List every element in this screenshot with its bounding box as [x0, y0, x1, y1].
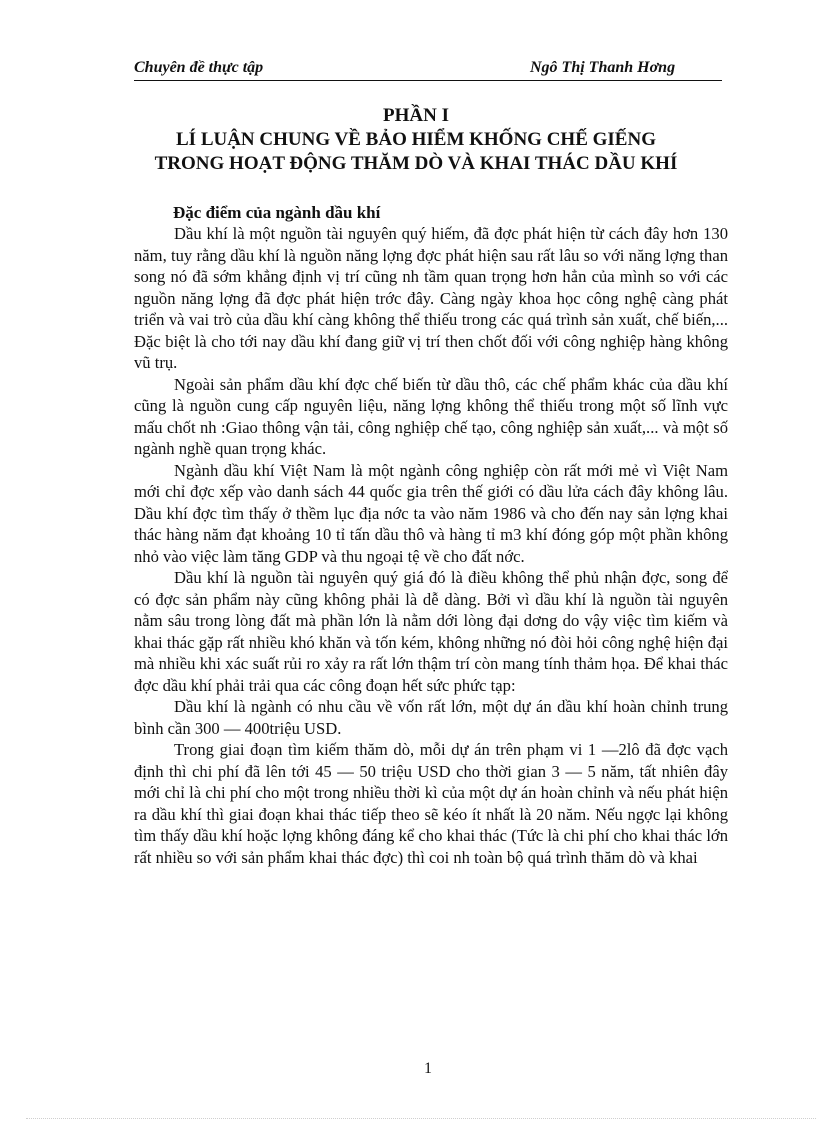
paragraph: Trong giai đoạn tìm kiếm thăm dò, mỗi dự án trên phạm vi 1 —2lô đã đợc vạch định thì chi phí đã lên tới 45 — 50 triệu USD cho thời gian 3 — 5 năm, tất nhiên đây mới chỉ là chi phí cho một trong nhiều thời kì của một dự án hoàn chỉnh và nếu phát hiện ra dầu khí thì giai đoạn khai thác tiếp theo sẽ kéo ít nhất là 20 năm. Nếu ngợc lại không tìm thấy dầu khí hoặc lợng không đáng kể cho khai thác (Tức là chi phí cho khai thác lớn rất nhiều so với sản phẩm khai thác đợc) thì coi nh toàn bộ quá trình thăm dò và khai — [134, 740, 728, 867]
page-number: 1 — [424, 1060, 432, 1077]
paragraph: Ngành dầu khí Việt Nam là một ngành công nghiệp còn rất mới mẻ vì Việt Nam mới chỉ đợc xếp vào danh sách 44 quốc gia trên thế giới có dầu lửa cách đây không lâu. Dầu khí đợc tìm thấy ở thềm lục địa nớc ta vào năm 1986 và cho đến nay sản lợng khai thác hàng năm đạt khoảng 10 tỉ tấn dầu thô và hàng tỉ m3 khí đóng góp một phần không nhỏ vào việc làm tăng GDP và thu ngoại tệ về cho đất nớc. — [134, 460, 728, 566]
header-left-text: Chuyên đề thực tập — [134, 59, 264, 76]
title-line-3: TRONG HOẠT ĐỘNG THĂM DÒ VÀ KHAI THÁC DẦU KHÍ — [154, 153, 678, 174]
bottom-divider — [26, 1118, 816, 1119]
paragraph: Ngoài sản phẩm dầu khí đợc chế biến từ dầu thô, các chế phẩm khác của dầu khí cũng là nguồn cung cấp nguyên liệu, năng lợng không thể thiếu trong một số lĩnh vực mấu chốt nh :Giao thông vận tải, công nghiệp chế tạo, công nghiệp sản xuất,... và một số ngành nghề quan trọng khác. — [134, 374, 728, 458]
paragraph: Dầu khí là một nguồn tài nguyên quý hiếm, đã đợc phát hiện từ cách đây hơn 130 năm, tuy rằng dầu khí là nguồn năng lợng đợc phát hiện sau rất lâu so với năng lợng than song nó đã sớm khẳng định vị trí cũng nh tầm quan trọng hơn hẳn của mình so với các nguồn năng lợng đã đợc phát hiện trớc đây. Càng ngày khoa học công nghệ càng phát triển và vai trò của dầu khí càng không thể thiếu trong các quá trình sản xuất, chế biến,... Đặc biệt là cho tới nay dầu khí đang giữ vị trí then chốt đối với công nghiệp hàng không vũ trụ. — [134, 224, 728, 372]
header-right-text: Ngô Thị Thanh Hơng — [530, 59, 676, 76]
page-header — [134, 58, 722, 81]
body-text — [134, 223, 728, 868]
title-line-2: LÍ LUẬN CHUNG VỀ BẢO HIỂM KHỐNG CHẾ GIẾNG — [176, 129, 656, 150]
paragraph: Dầu khí là ngành có nhu cầu về vốn rất lớn, một dự án dầu khí hoàn chỉnh trung bình cần 300 — 400triệu USD. — [134, 697, 728, 738]
page-title — [110, 104, 722, 176]
paragraph: Dầu khí là nguồn tài nguyên quý giá đó là điều không thể phủ nhận đợc, song để có đợc sản phẩm này cũng không phải là dễ dàng. Bởi vì dầu khí là nguồn tài nguyên nằm sâu trong lòng đất mà phần lớn là nằm dới lòng đại dơng do vậy việc tìm kiếm và khai thác gặp rất nhiều khó khăn và tốn kém, không những nó đòi hỏi công nghệ hiện đại mà nhiều khi xác suất rủi ro xảy ra rất lớn thậm trí còn mang tính thảm họa. Để khai thác đợc dầu khí phải trải qua các công đoạn hết sức phức tạp: — [134, 568, 728, 695]
title-line-1: PHẦN I — [383, 105, 449, 126]
section-heading: Đặc điểm của ngành dầu khí — [173, 203, 381, 222]
